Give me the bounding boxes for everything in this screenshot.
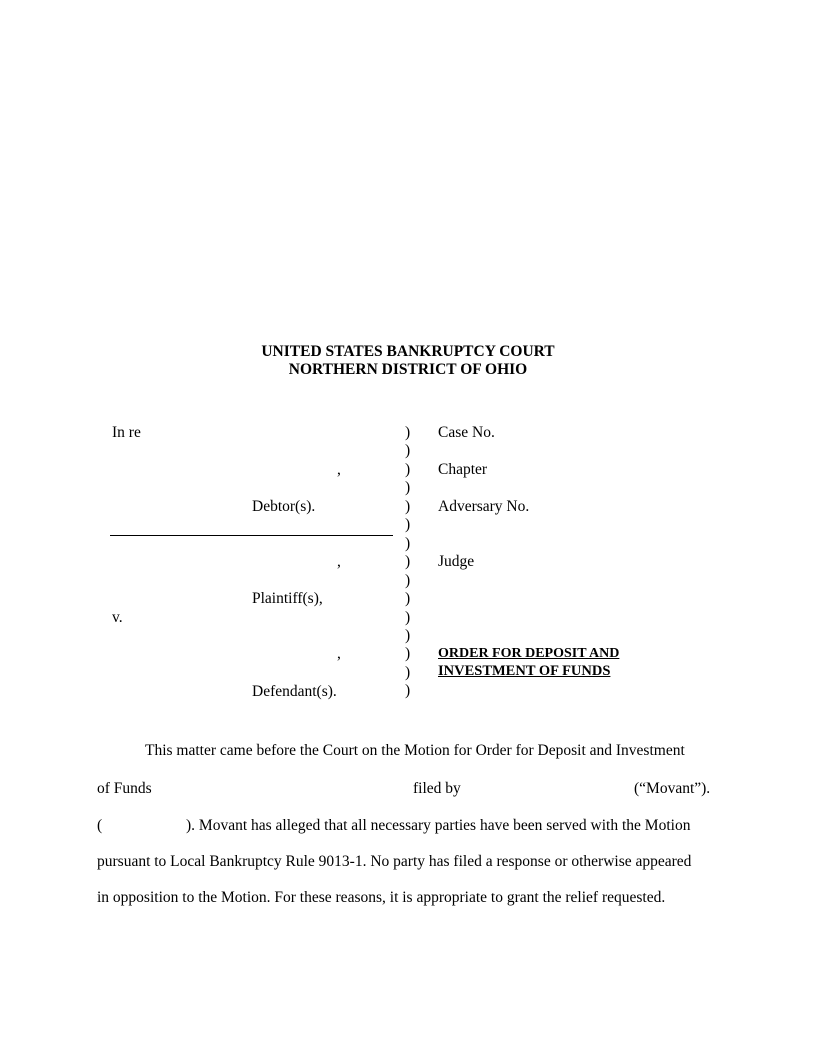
caption-paren: ) (405, 460, 411, 478)
caption-paren: ) (405, 442, 411, 460)
court-district: NORTHERN DISTRICT OF OHIO (288, 361, 528, 378)
caption-paren: ) (405, 534, 411, 552)
court-name: UNITED STATES BANKRUPTCY COURT (261, 343, 555, 360)
caption-paren: ) (405, 682, 411, 700)
caption-divider (110, 535, 393, 536)
caption-paren: ) (405, 553, 411, 571)
order-title-line1: ORDER FOR DEPOSIT AND (438, 646, 620, 661)
debtor-label: Debtor(s). (252, 498, 316, 515)
body-line-1: This matter came before the Court on the Motion for Order for Deposit and Investment (145, 742, 685, 759)
caption-paren: ) (405, 626, 411, 644)
plaintiff-label: Plaintiff(s), (252, 590, 323, 607)
defendant-comma: , (337, 645, 341, 662)
caption-paren: ) (405, 497, 411, 515)
caption-paren: ) (405, 608, 411, 626)
judge-label: Judge (438, 553, 475, 570)
body-line-2a: of Funds (97, 780, 152, 797)
versus-label: v. (112, 609, 123, 626)
body-line-4: pursuant to Local Bankruptcy Rule 9013-1. No party has filed a response or otherwise appeared (97, 853, 692, 870)
case-no-label: Case No. (438, 424, 495, 441)
body-line-2b: filed by (413, 780, 461, 797)
debtor-comma: , (337, 461, 341, 478)
caption-paren: ) (405, 663, 411, 681)
defendant-label: Defendant(s). (252, 683, 337, 700)
caption-paren: ) (405, 424, 411, 441)
body-line-3b: ). Movant has alleged that all necessary parties have been served with the Motion (186, 817, 691, 834)
caption-paren: ) (405, 516, 411, 534)
plaintiff-comma: , (337, 553, 341, 570)
caption-paren: ) (405, 645, 411, 663)
body-line-2c: (“Movant”). (634, 780, 711, 797)
adversary-no-label: Adversary No. (438, 498, 530, 515)
caption-paren: ) (405, 590, 411, 608)
caption-paren: ) (405, 479, 411, 497)
body-line-3a: ( (97, 817, 103, 834)
order-title-line2: INVESTMENT OF FUNDS (438, 663, 611, 679)
body-line-5: in opposition to the Motion. For these reasons, it is appropriate to grant the relief requested. (97, 889, 666, 906)
in-re-label: In re (112, 424, 141, 441)
chapter-label: Chapter (438, 461, 488, 478)
caption-paren: ) (405, 571, 411, 589)
caption-parentheses (405, 424, 410, 701)
